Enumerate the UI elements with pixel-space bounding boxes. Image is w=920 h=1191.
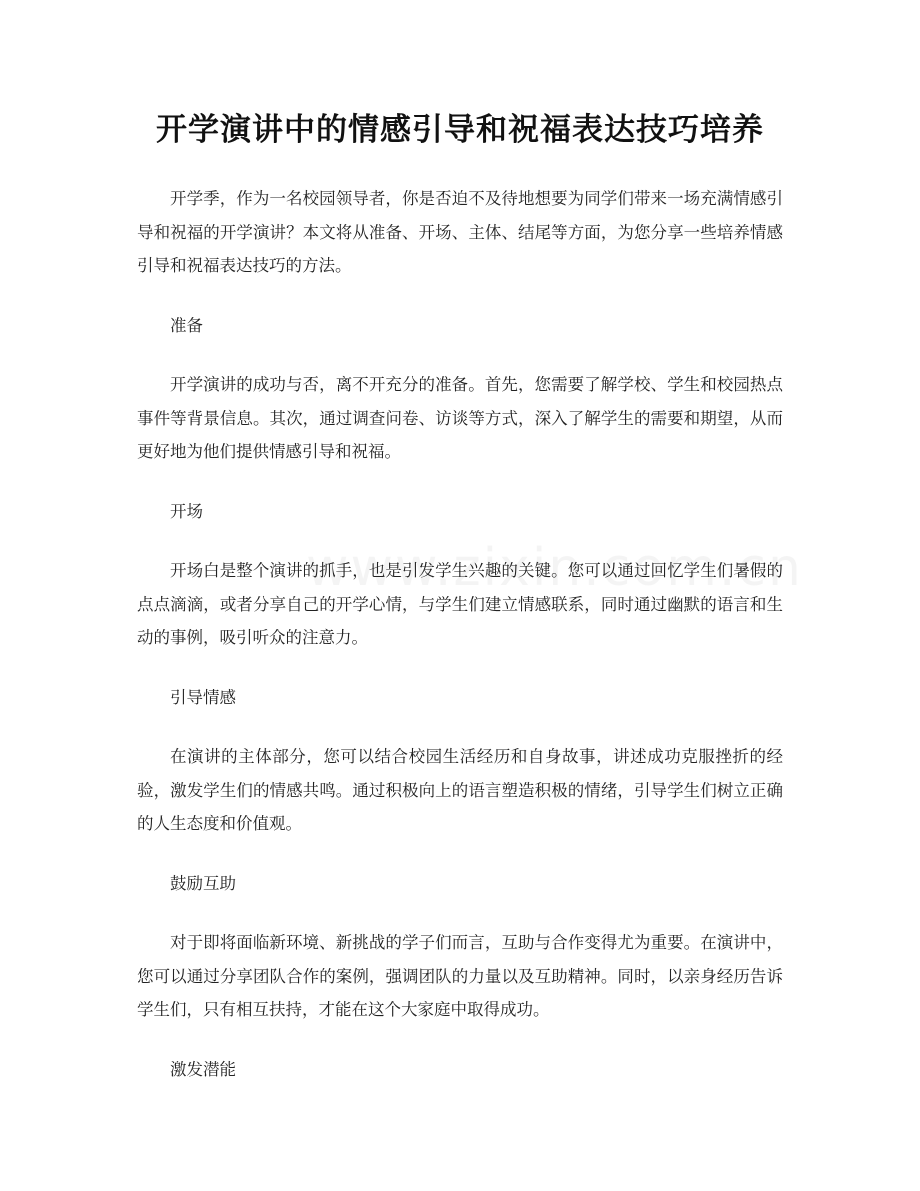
section-paragraph-mutual-help: 对于即将面临新环境、新挑战的学子们而言，互助与合作变得尤为重要。在演讲中，您可以通过分享团队合作的案例，强调团队的力量以及互助精神。同时，以亲身经历告诉学生们，只有相互扶持，才能在这个大家庭中取得成功。	[137, 933, 783, 1019]
section-heading-mutual-help: 鼓励互助	[170, 873, 236, 893]
intro-paragraph: 开学季，作为一名校园领导者，你是否迫不及待地想要为同学们带来一场充满情感引导和祝福的开学演讲？本文将从准备、开场、主体、结尾等方面，为您分享一些培养情感引导和祝福表达技巧的方法。	[137, 189, 783, 275]
section-paragraph-opening: 开场白是整个演讲的抓手，也是引发学生兴趣的关键。您可以通过回忆学生们暑假的点点滴滴，或者分享自己的开学心情，与学生们建立情感联系，同时通过幽默的语言和生动的事例，吸引听众的注意力。	[137, 561, 783, 647]
section-heading-opening: 开场	[170, 501, 203, 521]
section-paragraph-guide-emotion: 在演讲的主体部分，您可以结合校园生活经历和自身故事，讲述成功克服挫折的经验，激发学生们的情感共鸣。通过积极向上的语言塑造积极的情绪，引导学生们树立正确的人生态度和价值观。	[137, 747, 783, 833]
document-body	[137, 182, 783, 1112]
document-title: 开学演讲中的情感引导和祝福表达技巧培养	[156, 112, 764, 148]
section-heading-potential: 激发潜能	[170, 1059, 236, 1079]
section-paragraph-preparation: 开学演讲的成功与否，离不开充分的准备。首先，您需要了解学校、学生和校园热点事件等背景信息。其次，通过调查问卷、访谈等方式，深入了解学生的需要和期望，从而更好地为他们提供情感引导和祝福。	[137, 375, 783, 461]
section-heading-preparation: 准备	[170, 315, 203, 335]
section-heading-guide-emotion: 引导情感	[170, 687, 236, 707]
